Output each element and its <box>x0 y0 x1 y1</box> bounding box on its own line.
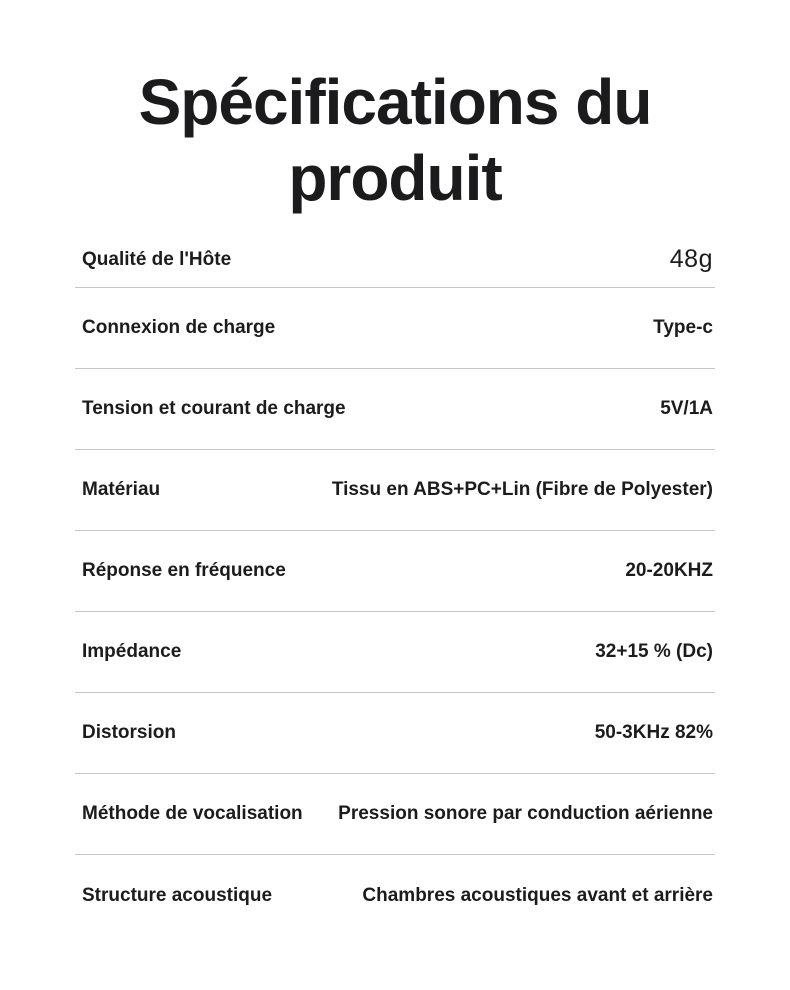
spec-value: Type-c <box>653 317 713 338</box>
spec-row <box>75 232 715 288</box>
page-title: Spécifications du produit <box>138 66 652 214</box>
spec-row <box>75 369 715 450</box>
spec-label: Réponse en fréquence <box>82 560 286 581</box>
spec-value: 48g <box>669 245 713 273</box>
spec-value: 5V/1A <box>660 398 713 419</box>
spec-value: 32+15 % (Dc) <box>595 641 713 662</box>
spec-row <box>75 774 715 855</box>
spec-label: Connexion de charge <box>82 317 276 338</box>
spec-label: Impédance <box>82 641 182 662</box>
spec-row <box>75 612 715 693</box>
spec-label: Matériau <box>82 479 161 500</box>
spec-row <box>75 531 715 612</box>
spec-value: 20-20KHZ <box>625 560 713 581</box>
spec-row <box>75 288 715 369</box>
spec-row <box>75 450 715 531</box>
spec-table <box>75 232 715 936</box>
spec-value: Tissu en ABS+PC+Lin (Fibre de Polyester) <box>331 479 713 500</box>
spec-label: Structure acoustique <box>82 884 273 906</box>
spec-label: Tension et courant de charge <box>82 398 346 419</box>
spec-label: Qualité de l'Hôte <box>82 248 232 270</box>
spec-value: Chambres acoustiques avant et arrière <box>362 884 713 906</box>
spec-label: Distorsion <box>82 722 176 743</box>
spec-value: 50-3KHz 82% <box>594 722 713 743</box>
spec-value: Pression sonore par conduction aérienne <box>338 803 713 824</box>
spec-row <box>75 693 715 774</box>
spec-label: Méthode de vocalisation <box>82 803 303 824</box>
spec-row <box>75 855 715 936</box>
